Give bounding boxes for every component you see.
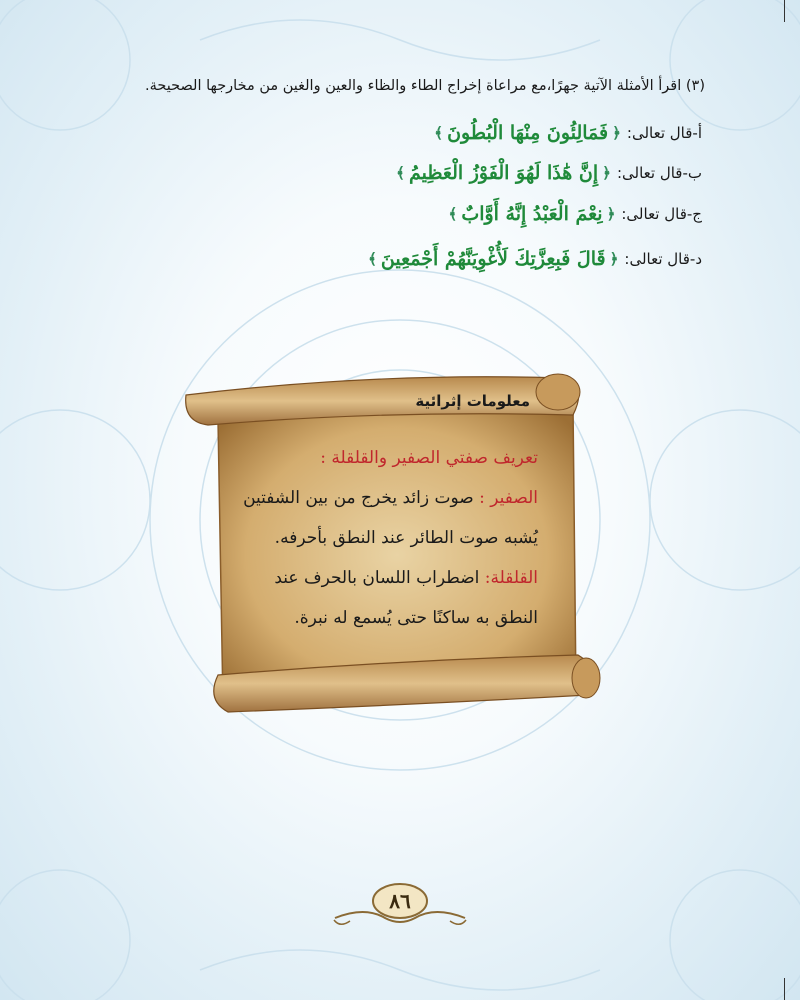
enrichment-title: معلومات إثرائية — [415, 392, 530, 410]
ornament-bracket-icon: ﴿ — [606, 205, 616, 223]
quran-verse — [449, 203, 616, 225]
safir-text: صوت زائد يخرج من بين الشفتين — [243, 488, 474, 508]
enrichment-heading: تعريف صفتي الصفير والقلقلة : — [320, 448, 538, 468]
ornament-bracket-icon: ﴿ — [602, 164, 611, 182]
verse-text: نِعْمَ الْعَبْدُ إِنَّهُ أَوَّابٌ — [461, 203, 603, 225]
example-c — [449, 203, 702, 225]
safir-definition-cont: يُشبه صوت الطائر عند النطق بأحرفه. — [274, 528, 538, 548]
safir-definition — [218, 488, 538, 508]
example-label: ب-قال تعالى: — [616, 164, 702, 182]
page-number-footer — [330, 876, 470, 936]
qalqala-text: اضطراب اللسان بالحرف عند — [274, 568, 480, 588]
quran-verse — [396, 162, 611, 184]
crop-mark — [784, 978, 785, 1000]
ornament-bracket-icon: ﴾ — [448, 205, 458, 223]
example-d — [368, 248, 702, 270]
ornament-bracket-icon: ﴾ — [434, 124, 444, 142]
ornament-bracket-icon: ﴾ — [396, 164, 405, 182]
example-label: ج-قال تعالى: — [621, 205, 702, 223]
verse-text: فَمَالِئُونَ مِنْهَا الْبُطُونَ — [447, 122, 609, 144]
example-a — [434, 122, 702, 144]
verse-text: إِنَّ هَٰذَا لَهُوَ الْفَوْزُ الْعَظِيمُ — [408, 162, 599, 184]
ornament-bracket-icon: ﴿ — [609, 250, 619, 268]
qalqala-definition-cont: النطق به ساكنًا حتى يُسمع له نبرة. — [294, 608, 538, 628]
qalqala-term: القلقلة: — [484, 568, 538, 588]
exercise-instruction: (٣) اقرأ الأمثلة الآتية جهرًا،مع مراعاة إخراج الطاء والظاء والعين والغين من مخارجها الصحيحة. — [144, 78, 705, 94]
example-label: أ-قال تعالى: — [626, 124, 702, 142]
verse-text: قَالَ فَبِعِزَّتِكَ لَأُغْوِيَنَّهُمْ أَجْمَعِينَ — [380, 248, 606, 270]
qalqala-definition — [218, 568, 538, 588]
quran-verse — [434, 122, 621, 144]
ornament-bracket-icon: ﴾ — [368, 250, 377, 268]
example-b — [396, 162, 702, 184]
crop-mark — [784, 0, 785, 22]
ornament-bracket-icon: ﴿ — [612, 124, 621, 142]
page-number: ٨٦ — [389, 889, 411, 913]
safir-term: الصفير : — [479, 488, 538, 508]
enrichment-scroll — [178, 360, 608, 730]
example-label: د-قال تعالى: — [624, 250, 702, 268]
quran-verse — [368, 248, 618, 270]
